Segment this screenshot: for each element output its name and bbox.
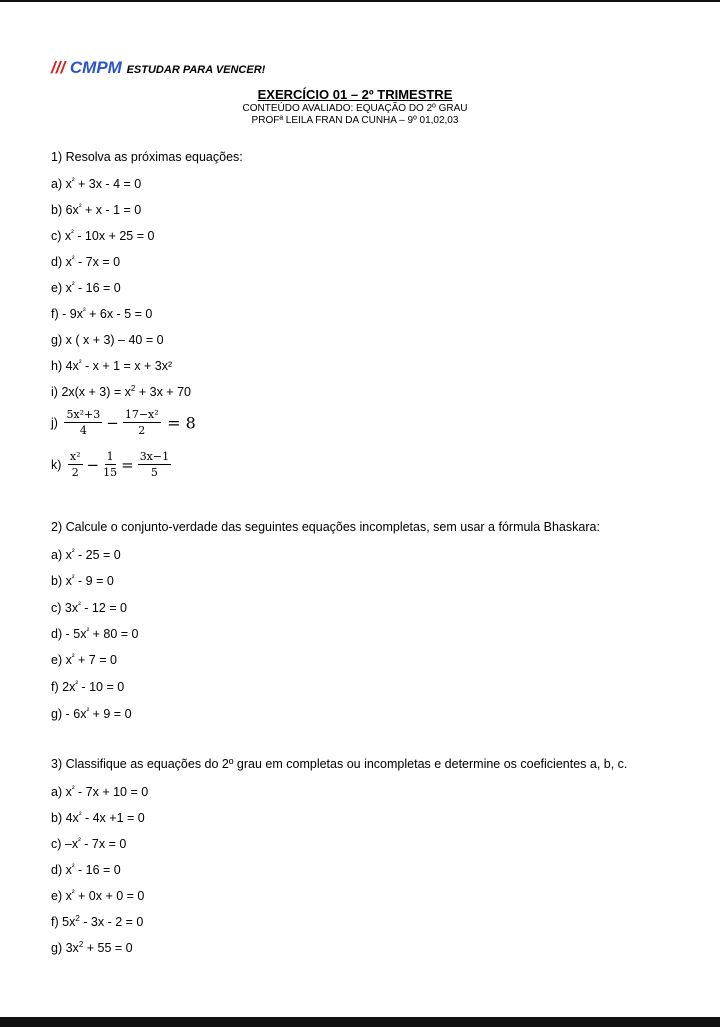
school-motto: ESTUDAR PARA VENCER!	[126, 64, 266, 76]
q1-item-e: e) $x^{^2} - 16 = 0$	[51, 280, 121, 296]
q1-item-d: d) $x^{^2} - 7x = 0$	[51, 254, 121, 270]
q2-item-c: c) $3x^{^2} - 12 = 0$	[51, 600, 127, 616]
q2-item-b: b) $x^{^2} - 9 = 0$	[51, 573, 114, 589]
question-3-prompt: 3) Classifique as equações do 2º grau em completas ou incompletas e determine os coeficientes a, b, c.	[51, 757, 628, 771]
q1-item-j: j) $\frac{\text{5x²+3}}{4}$ − $\frac{\text{17−x²}}{2}$ = 8	[51, 408, 196, 437]
q3-item-g: g) $3x^2 + 55 = 0$	[51, 940, 133, 956]
q2-item-a: a) $x^{^2} - 25 = 0$	[51, 547, 121, 563]
logo-mark: ///	[51, 58, 66, 77]
bottom-border	[0, 1017, 720, 1027]
q3-item-c: c) $-x^{^2} - 7x = 0$	[51, 836, 127, 852]
q3-item-a: a) $x^{^2} - 7x + 10 = 0$	[51, 784, 149, 800]
fraction: $\frac{\text{17−x²}}{2}$	[124, 408, 159, 437]
q2-item-e: e) $x^{^2} + 7 = 0$	[51, 652, 117, 668]
page-title: EXERCÍCIO 01 – 2º TRIMESTRE	[257, 87, 453, 102]
fraction: $\frac{1}{15}$	[103, 450, 118, 479]
q1-item-h: h) $4x^{^2} - x + 1 = x + 3x^2$	[51, 358, 173, 374]
content-subtitle: CONTEÚDO AVALIADO: EQUAÇÃO DO 2º GRAU	[242, 103, 468, 114]
q1-item-f: $f) - 9x^{^2} + 6x - 5 = 0$	[51, 306, 153, 322]
q3-item-e: e) $x^{^2} + 0x + 0 = 0$	[51, 888, 145, 904]
q2-item-g: $g) - 6x^{^2} + 9 = 0$	[51, 706, 132, 722]
q3-item-f: f) $5x^2 - 3x - 2 = 0$	[51, 914, 144, 930]
q1-item-b: b) $6x^{^2} + x - 1 = 0$	[51, 202, 142, 218]
q3-item-d: d) $x^{^2} - 16 = 0$	[51, 862, 121, 878]
q1-item-c: c) $x^{^2} - 10x + 25 = 0$	[51, 228, 155, 244]
q1-item-g: g) x ( x + 3) – 40 = 0	[51, 333, 164, 348]
q3-item-b: b) $4x^{^2} - 4x +1 = 0$	[51, 810, 145, 826]
school-name: CMPM	[69, 58, 122, 77]
fraction: $\frac{\text{5x²+3}}{4}$	[66, 408, 101, 437]
school-logo	[51, 58, 265, 78]
fraction: $\frac{\text{x²}}{2}$	[69, 450, 81, 479]
question-2-prompt: 2) Calcule o conjunto-verdade das seguintes equações incompletas, sem usar a fórmula Bhaskara:	[51, 520, 600, 534]
question-1-prompt: 1) Resolva as próximas equações:	[51, 150, 243, 164]
q1-item-a: a) $x^{^2} + 3x - 4 = 0$	[51, 176, 142, 192]
q1-item-i: i) $2x(x + 3) = x^2 + 3x + 70$	[51, 384, 191, 400]
fraction: $\frac{3x-1}{5}$	[139, 450, 170, 479]
professor-line: PROFª LEILA FRAN DA CUNHA – 9º 01,02,03	[251, 115, 459, 126]
q1-item-k: k) $\frac{\text{x²}}{2}$ − $\frac{1}{15}$ = $\frac{3x-1}{5}$	[51, 450, 170, 479]
q2-item-f: f) $2x^{^2} - 10 = 0$	[51, 679, 125, 695]
top-border	[0, 0, 720, 2]
q2-item-d: $d) - 5x^{^2} + 80 = 0$	[51, 626, 139, 642]
